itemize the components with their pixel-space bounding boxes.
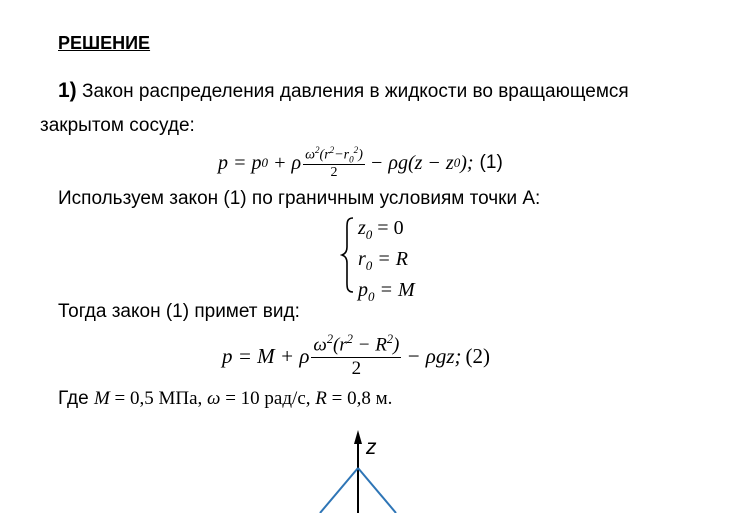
vessel-left-wall bbox=[320, 468, 358, 513]
eq1-numerator: $\omega^2(r^2-r_0^2)$ bbox=[305, 144, 363, 165]
given-prefix: Где bbox=[58, 388, 94, 409]
equation-1 bbox=[218, 140, 503, 186]
condition-z0: $z_0 = 0$ bbox=[358, 217, 404, 242]
boundary-conditions-system bbox=[340, 216, 415, 304]
left-brace-icon bbox=[340, 216, 356, 294]
eq1-lhs: p = p bbox=[218, 151, 262, 174]
use-law-text: Используем закон (1) по граничным условиям точки А: bbox=[58, 188, 541, 209]
eq1-fraction bbox=[303, 145, 365, 181]
intro-line-2: закрытом сосуде: bbox=[40, 115, 195, 136]
given-values bbox=[58, 387, 392, 411]
vessel-right-wall bbox=[358, 468, 396, 513]
z-axis-label: z bbox=[366, 436, 377, 459]
given-w-var: ω bbox=[207, 388, 221, 409]
eq2-lhs: p = M + ρ bbox=[222, 343, 310, 368]
eq1-rest-close: ); bbox=[460, 151, 474, 174]
then-text: Тогда закон (1) примет вид: bbox=[58, 301, 300, 322]
z-axis-arrow-icon bbox=[354, 430, 362, 444]
eq1-rest-sub: 0 bbox=[453, 155, 461, 170]
condition-r0: $r_0 = R$ bbox=[358, 248, 409, 273]
eq1-plus-rho: + ρ bbox=[273, 151, 302, 174]
eq1-label: (1) bbox=[479, 152, 503, 173]
eq2-label: (2) bbox=[465, 343, 491, 368]
eq1-lhs-sub: 0 bbox=[261, 155, 268, 170]
eq2-numerator: $\omega^2(r^2 - R^2)$ bbox=[313, 332, 400, 356]
item-number: 1) bbox=[58, 79, 77, 102]
equation-2 bbox=[222, 328, 490, 384]
given-m-val: = 0,5 МПа, bbox=[109, 388, 208, 409]
intro-text-1: Закон распределения давления в жидкости во вращающемся bbox=[81, 81, 629, 102]
given-w-val: = 10 рад/с, bbox=[220, 388, 316, 409]
eq2-rest: − ρgz; bbox=[406, 343, 462, 368]
given-r-var: R bbox=[315, 388, 327, 409]
system-lines bbox=[356, 216, 415, 304]
eq1-denominator: 2 bbox=[330, 165, 338, 181]
given-m-var: M bbox=[93, 388, 110, 409]
vessel-diagram bbox=[300, 426, 440, 513]
eq1-rest: − ρg(z − z bbox=[369, 151, 454, 174]
intro-line-1 bbox=[58, 79, 629, 104]
solution-heading: РЕШЕНИЕ bbox=[58, 33, 151, 53]
given-r-val: = 0,8 м. bbox=[326, 388, 393, 409]
condition-p0: $p_0 = M$ bbox=[358, 279, 415, 304]
eq2-denominator: 2 bbox=[351, 357, 362, 379]
eq2-fraction bbox=[311, 332, 401, 379]
